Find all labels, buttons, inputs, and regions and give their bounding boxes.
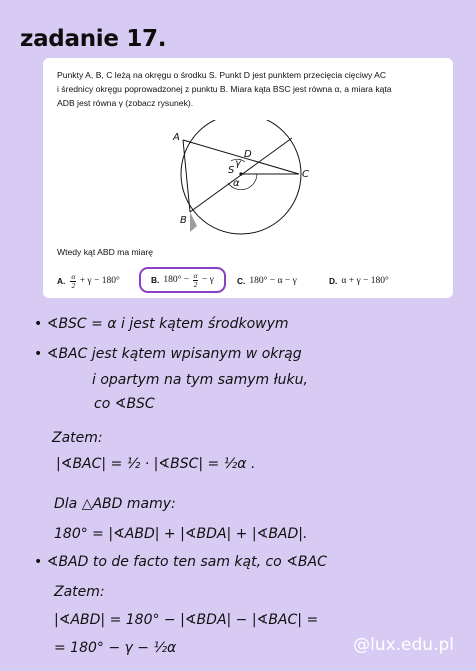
answer-text: α + γ − 180° xyxy=(341,276,389,286)
label-gamma: γ xyxy=(235,158,241,169)
answer-label: C. xyxy=(237,276,246,286)
fraction-alpha-half: $\frac{\alpha}{2}$ xyxy=(193,270,198,289)
note-line: • ∢BSC = α i jest kątem środkowym xyxy=(34,316,289,332)
note-line: 180° = |∢ABD| + |∢BDA| + |∢BAD|. xyxy=(54,526,308,542)
watermark: @lux.edu.pl xyxy=(353,635,454,655)
note-line: Dla △ABD mamy: xyxy=(54,496,176,512)
problem-statement xyxy=(57,68,437,110)
problem-line: i średnicy okręgu poprowadzonej z punktu B. Miara kąta BSC jest równa α, a miara kąta xyxy=(57,84,392,94)
label-alpha: α xyxy=(233,178,240,189)
answer-label: A. xyxy=(57,276,66,286)
answer-d[interactable] xyxy=(329,270,389,292)
label-s: S xyxy=(228,165,235,176)
note-line: co ∢BSC xyxy=(94,396,155,412)
label-b: B xyxy=(180,215,187,226)
note-line: • ∢BAD to de facto ten sam kąt, co ∢BAC xyxy=(34,554,327,570)
answer-label: D. xyxy=(329,276,338,286)
fraction-alpha-half: $\frac{\alpha}{2}$ xyxy=(71,271,76,290)
note-line: Zatem: xyxy=(54,584,105,600)
note-line: i opartym na tym samym łuku, xyxy=(92,372,308,388)
segment-ab xyxy=(183,140,190,212)
note-line: |∢ABD| = 180° − |∢BDA| − |∢BAC| = xyxy=(54,612,319,628)
geometry-figure xyxy=(171,120,311,282)
note-line: • ∢BAC jest kątem wpisanym w okrąg xyxy=(34,346,302,362)
answer-text: − γ xyxy=(199,275,214,285)
center-point xyxy=(239,172,242,175)
answer-a[interactable] xyxy=(57,270,120,292)
answer-label: B. xyxy=(151,275,160,285)
problem-card xyxy=(43,58,453,298)
question-text: Wtedy kąt ABD ma miarę xyxy=(57,247,153,257)
circle xyxy=(181,120,301,234)
answer-c[interactable] xyxy=(237,270,297,292)
answer-text: 180° − xyxy=(163,275,192,285)
label-c: C xyxy=(302,169,309,180)
label-a: A xyxy=(173,132,180,143)
note-line: = 180° − γ − ½α xyxy=(54,640,177,656)
handwritten-solution xyxy=(0,300,476,671)
answer-text: 180° − α − γ xyxy=(249,276,297,286)
label-d: D xyxy=(244,149,252,160)
note-line: Zatem: xyxy=(52,430,103,446)
page-title: zadanie 17. xyxy=(20,26,167,52)
problem-line: ADB jest równa γ (zobacz rysunek). xyxy=(57,98,194,108)
answer-text: + γ − 180° xyxy=(77,276,120,286)
problem-line: Punkty A, B, C leżą na okręgu o środku S. Punkt D jest punktem przecięcia cięciwy AC xyxy=(57,70,387,80)
angle-abd-shade xyxy=(190,212,197,232)
answer-b-selected[interactable] xyxy=(139,267,226,293)
note-line: |∢BAC| = ½ · |∢BSC| = ½α . xyxy=(56,456,256,472)
